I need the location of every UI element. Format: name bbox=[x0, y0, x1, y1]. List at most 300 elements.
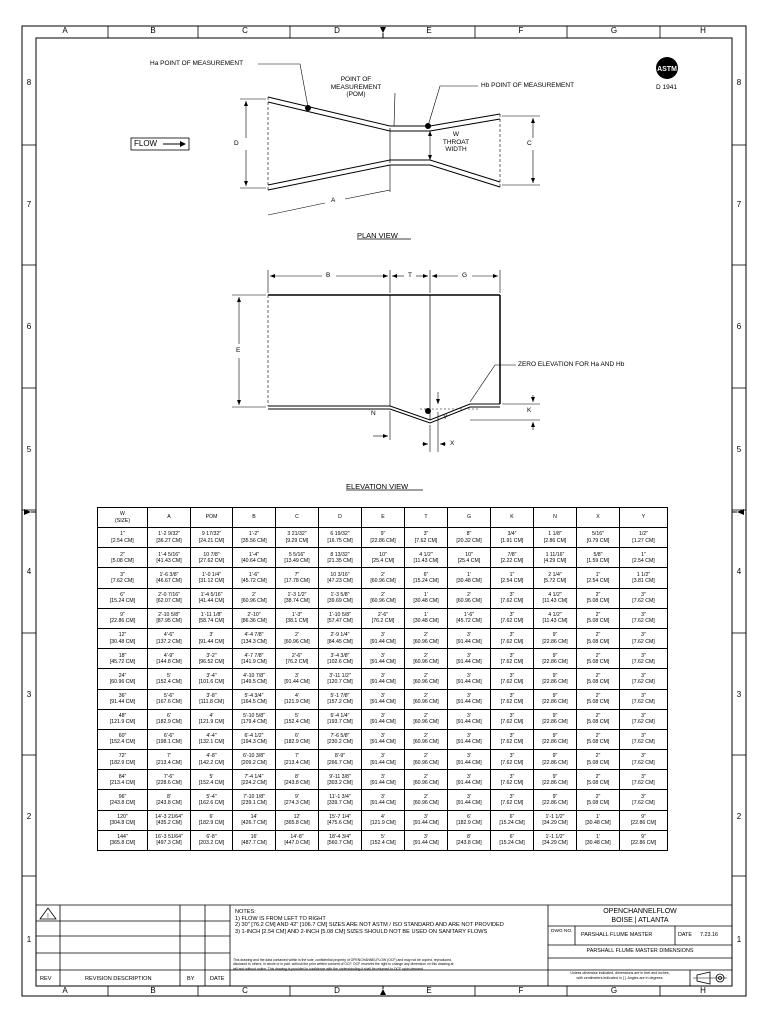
table-cell-text: 3' bbox=[467, 652, 471, 659]
table-cell-text: [1.27 CM] bbox=[632, 537, 655, 544]
throat-label-line-3: WIDTH bbox=[445, 146, 467, 153]
table-header-text: D bbox=[338, 514, 342, 521]
table-header-cell bbox=[276, 508, 319, 528]
table-cell-text: 2'-10 5/8" bbox=[158, 612, 180, 619]
by-column-label: BY bbox=[187, 976, 195, 982]
table-header-text: C bbox=[295, 514, 299, 521]
table-cell-text: [47.23 CM] bbox=[327, 577, 353, 584]
table-header-cell bbox=[233, 508, 276, 528]
table-cell bbox=[233, 770, 276, 790]
table-cell bbox=[448, 770, 491, 790]
table-row bbox=[98, 709, 668, 729]
table-cell-text: [22.86 CM] bbox=[542, 638, 568, 645]
table-cell-text: 4 1/2" bbox=[548, 591, 562, 598]
table-cell-text: [7.62 CM] bbox=[500, 618, 524, 625]
table-header-text: W bbox=[120, 511, 125, 518]
table-cell-text: 3' bbox=[467, 672, 471, 679]
table-cell-text: [239.1 CM] bbox=[241, 800, 267, 807]
notes-block bbox=[235, 909, 545, 935]
table-cell-text: [193.7 CM] bbox=[327, 719, 353, 726]
zone-row-2-right: 2 bbox=[736, 812, 742, 821]
zone-row-3-right: 3 bbox=[736, 690, 742, 699]
table-cell-text: 4'-6" bbox=[163, 632, 175, 639]
table-cell-text: [76.2 CM] bbox=[285, 658, 309, 665]
table-cell bbox=[491, 628, 534, 648]
table-cell bbox=[534, 750, 577, 770]
table-cell-text: [91.44 CM] bbox=[370, 739, 396, 746]
table-cell-text: 8 13/32" bbox=[330, 551, 350, 558]
table-cell-text: 7'-6 5/8" bbox=[330, 733, 350, 740]
zone-col-f-bottom: F bbox=[518, 986, 524, 995]
table-cell-text: 1' bbox=[424, 612, 428, 619]
table-cell-text: 3" bbox=[641, 591, 646, 598]
table-cell-text: [121.9 CM] bbox=[198, 719, 225, 726]
table-cell-text: [11.43 CM] bbox=[542, 618, 568, 625]
table-cell-text: [22.86 CM] bbox=[542, 699, 568, 706]
table-cell-text: [30.48 CM] bbox=[109, 638, 136, 645]
table-cell bbox=[620, 548, 668, 568]
table-cell bbox=[491, 568, 534, 588]
table-cell-text: [7.62 CM] bbox=[632, 699, 655, 706]
table-cell bbox=[620, 709, 668, 729]
table-cell-text: [137.2 CM] bbox=[156, 638, 182, 645]
table-cell bbox=[191, 729, 233, 749]
table-cell-text: [91.44 CM] bbox=[370, 678, 396, 685]
table-row bbox=[98, 669, 668, 689]
table-cell-text: [91.44 CM] bbox=[284, 678, 310, 685]
table-cell bbox=[319, 649, 362, 669]
table-cell bbox=[405, 608, 448, 628]
table-cell bbox=[191, 548, 233, 568]
dim-c-label: C bbox=[527, 140, 532, 147]
table-cell-text: [39.69 CM] bbox=[327, 598, 353, 605]
table-cell-text: 4' bbox=[381, 814, 385, 821]
table-cell-text: [5.08 CM] bbox=[586, 658, 610, 665]
table-cell bbox=[148, 568, 191, 588]
table-cell-text: [7.62 CM] bbox=[632, 739, 655, 746]
table-cell bbox=[362, 709, 405, 729]
table-cell-text: 6 19/32" bbox=[330, 531, 350, 538]
table-cell-text: [447.0 CM] bbox=[284, 840, 310, 847]
table-cell bbox=[98, 709, 148, 729]
table-cell-text: 14' bbox=[250, 814, 258, 821]
table-cell-text: [91.44 CM] bbox=[370, 699, 396, 706]
table-body bbox=[98, 528, 668, 851]
table-cell-text: 2 1/4" bbox=[548, 571, 562, 578]
table-cell-text: [91.44 CM] bbox=[456, 779, 482, 786]
table-cell bbox=[534, 830, 577, 850]
table-cell-text: 2' bbox=[424, 773, 428, 780]
table-cell-text: 9" bbox=[552, 672, 558, 679]
table-cell-text: [7.62 CM] bbox=[414, 537, 438, 544]
table-cell-text: 1 11/16" bbox=[545, 551, 565, 558]
table-cell-text: [34.29 CM] bbox=[542, 820, 568, 827]
table-cell-text: [22.86 CM] bbox=[542, 779, 568, 786]
table-cell bbox=[577, 810, 620, 830]
table-cell-text: [9.29 CM] bbox=[285, 537, 309, 544]
table-cell-text: [142.2 CM] bbox=[198, 759, 225, 766]
table-cell-text: [20.32 CM] bbox=[456, 537, 482, 544]
table-cell bbox=[620, 830, 668, 850]
table-cell bbox=[191, 790, 233, 810]
table-cell bbox=[276, 669, 319, 689]
dim-t-label: T bbox=[408, 272, 412, 279]
table-cell-text: 3' bbox=[209, 632, 214, 639]
table-cell-text: [11.43 CM] bbox=[542, 598, 568, 605]
table-cell-text: 2' bbox=[424, 632, 428, 639]
table-cell-text: [2.54 CM] bbox=[586, 577, 610, 584]
table-cell-text: [91.44 CM] bbox=[370, 800, 396, 807]
table-cell bbox=[319, 810, 362, 830]
table-cell-text: 3' bbox=[467, 632, 471, 639]
table-cell-text: 1" bbox=[595, 571, 601, 578]
table-cell-text: [91.44 CM] bbox=[370, 719, 396, 726]
table-cell-text: [15.24 CM] bbox=[109, 598, 136, 605]
table-cell-text: 2' bbox=[424, 672, 428, 679]
table-cell-text: 7'-4 1/4" bbox=[244, 773, 264, 780]
table-cell-text: [182.9 CM] bbox=[284, 739, 310, 746]
table-cell bbox=[98, 588, 148, 608]
table-cell-text: [25.4 CM] bbox=[371, 557, 395, 564]
table-cell bbox=[362, 689, 405, 709]
table-cell-text: 7'-10 1/8" bbox=[243, 793, 265, 800]
table-cell-text: [230.2 CM] bbox=[327, 739, 353, 746]
table-cell bbox=[534, 568, 577, 588]
table-cell-text: [303.2 CM] bbox=[327, 779, 353, 786]
table-cell-text: [60.96 CM] bbox=[109, 678, 136, 685]
table-cell-text: 3" bbox=[509, 753, 515, 760]
table-cell bbox=[319, 830, 362, 850]
table-cell-text: [35.56 CM] bbox=[241, 537, 267, 544]
table-cell-text: 16'-3 51/64" bbox=[155, 834, 183, 841]
table-cell bbox=[191, 588, 233, 608]
table-cell-text: 6'-10 3/8" bbox=[243, 753, 265, 760]
table-cell bbox=[405, 528, 448, 548]
table-cell bbox=[148, 790, 191, 810]
table-cell-text: 2" bbox=[595, 753, 601, 760]
table-cell bbox=[233, 830, 276, 850]
table-cell-text: 3'-4 3/8" bbox=[330, 652, 350, 659]
table-cell-text: 84" bbox=[118, 773, 127, 780]
table-cell-text: [102.6 CM] bbox=[327, 658, 353, 665]
table-cell-text: [243.8 CM] bbox=[109, 800, 136, 807]
table-cell-text: [365.8 CM] bbox=[109, 840, 136, 847]
table-cell-text: 1'-10 5/8" bbox=[329, 612, 351, 619]
table-row bbox=[98, 770, 668, 790]
table-cell-text: [15.24 CM] bbox=[499, 820, 525, 827]
table-cell bbox=[620, 729, 668, 749]
table-cell-text: [91.44 CM] bbox=[456, 678, 482, 685]
table-cell-text: 2'-9 1/4" bbox=[330, 632, 350, 639]
table-cell-text: 3" bbox=[509, 733, 515, 740]
table-cell bbox=[148, 588, 191, 608]
table-cell-text: [22.86 CM] bbox=[630, 840, 657, 847]
table-cell-text: [5.08 CM] bbox=[586, 759, 610, 766]
table-cell-text: [60.96 CM] bbox=[413, 719, 439, 726]
zone-row-4: 4 bbox=[26, 567, 32, 576]
table-cell bbox=[448, 689, 491, 709]
note-3: 3) 1-INCH [2.54 CM] AND 2-INCH [5.08 CM] SIZES SHOULD NOT BE USED ON SANITARY FLOWS bbox=[235, 928, 488, 935]
table-header-text: POM bbox=[205, 514, 218, 521]
table-header-cell bbox=[148, 508, 191, 528]
table-cell-text: [91.44 CM] bbox=[456, 800, 482, 807]
zone-row-1: 1 bbox=[26, 935, 32, 944]
zone-col-g: G bbox=[610, 26, 618, 35]
table-cell-text: 4'-9" bbox=[163, 652, 175, 659]
table-cell bbox=[620, 608, 668, 628]
table-cell-text: [60.96 CM] bbox=[413, 739, 439, 746]
table-cell-text: 1'-3" bbox=[291, 612, 303, 619]
table-cell bbox=[448, 709, 491, 729]
table-cell-text: [1.59 CM] bbox=[586, 557, 610, 564]
throat-label-line-1: W bbox=[452, 131, 460, 138]
table-cell bbox=[191, 709, 233, 729]
table-cell bbox=[577, 669, 620, 689]
table-cell-text: [7.62 CM] bbox=[500, 658, 524, 665]
table-cell-text: [4.29 CM] bbox=[543, 557, 567, 564]
pom-label-line-3: (POM) bbox=[346, 91, 366, 98]
table-cell-text: [91.44 CM] bbox=[370, 779, 396, 786]
plan-view-title: PLAN VIEW bbox=[357, 231, 398, 240]
table-cell bbox=[491, 548, 534, 568]
dim-b-label: B bbox=[326, 272, 331, 279]
table-cell bbox=[405, 810, 448, 830]
table-cell-text: [182.9 CM] bbox=[156, 719, 182, 726]
table-cell bbox=[620, 790, 668, 810]
table-header-text: E bbox=[381, 514, 385, 521]
table-cell-text: [2.22 CM] bbox=[500, 557, 524, 564]
table-row bbox=[98, 790, 668, 810]
table-header-row bbox=[98, 508, 668, 528]
table-cell-text: [224.2 CM] bbox=[241, 779, 267, 786]
table-cell-text: [21.35 CM] bbox=[327, 557, 353, 564]
table-cell bbox=[577, 608, 620, 628]
table-cell-text: 3" bbox=[641, 713, 646, 720]
table-cell-text: [86.36 CM] bbox=[241, 618, 267, 625]
standard-number: D 1941 bbox=[656, 84, 677, 91]
table-row bbox=[98, 689, 668, 709]
table-cell-text: 14'-3 21/64" bbox=[155, 814, 183, 821]
table-cell-text: [121.9 CM] bbox=[370, 820, 396, 827]
table-cell bbox=[448, 790, 491, 810]
table-cell-text: [30.48 CM] bbox=[585, 820, 611, 827]
table-cell bbox=[148, 750, 191, 770]
table-cell-text: 8' bbox=[467, 834, 471, 841]
zone-row-7-right: 7 bbox=[736, 200, 742, 209]
table-cell-text: 6" bbox=[120, 591, 125, 598]
table-cell-text: [164.5 CM] bbox=[241, 699, 267, 706]
table-cell-text: 5' bbox=[295, 713, 299, 720]
table-cell-text: 8'-9" bbox=[334, 753, 346, 760]
table-cell-text: [15.24 CM] bbox=[413, 577, 439, 584]
table-cell-text: 5 5/16" bbox=[288, 551, 306, 558]
table-cell-text: 14'-8" bbox=[290, 834, 304, 841]
disclaimer-line-1: This drawing and the data contained within is the sole, confidential property of OPENCHANNELFLOW (OCF) and may not be copied, reproduced, bbox=[233, 958, 452, 962]
table-cell-text: 3" bbox=[641, 773, 646, 780]
table-cell-text: 2'-6" bbox=[377, 612, 389, 619]
dim-y-label: Y bbox=[443, 414, 448, 421]
table-cell bbox=[405, 628, 448, 648]
zone-col-c: C bbox=[242, 26, 248, 35]
table-cell bbox=[276, 689, 319, 709]
table-cell-text: 5' bbox=[167, 672, 171, 679]
table-cell bbox=[98, 750, 148, 770]
table-cell bbox=[534, 528, 577, 548]
table-cell-text: [91.44 CM] bbox=[413, 840, 439, 847]
table-cell-text: [60.96 CM] bbox=[413, 779, 439, 786]
table-cell-text: 2" bbox=[595, 793, 601, 800]
table-cell-text: [91.44 CM] bbox=[370, 638, 396, 645]
table-cell bbox=[319, 709, 362, 729]
table-cell-text: [91.44 CM] bbox=[456, 638, 482, 645]
zone-row-6: 6 bbox=[26, 322, 32, 331]
table-cell bbox=[319, 628, 362, 648]
table-cell-text: [243.8 CM] bbox=[156, 800, 182, 807]
elevation-view-title: ELEVATION VIEW bbox=[346, 482, 409, 491]
table-cell-text: 12' bbox=[293, 814, 301, 821]
table-cell-text: [22.86 CM] bbox=[542, 719, 568, 726]
table-cell-text: [121.9 CM] bbox=[284, 699, 310, 706]
table-cell-text: [2.54 CM] bbox=[632, 557, 655, 564]
table-cell bbox=[191, 568, 233, 588]
table-cell-text: [243.8 CM] bbox=[456, 840, 482, 847]
table-cell-text: 2" bbox=[595, 773, 601, 780]
zone-col-h-bottom: H bbox=[700, 986, 706, 995]
table-cell-text: [60.96 CM] bbox=[413, 699, 439, 706]
table-cell bbox=[491, 750, 534, 770]
svg-text:ASTM: ASTM bbox=[657, 66, 677, 73]
table-cell bbox=[534, 649, 577, 669]
table-cell bbox=[362, 810, 405, 830]
table-cell bbox=[362, 790, 405, 810]
table-cell bbox=[191, 528, 233, 548]
table-cell-text: [213.4 CM] bbox=[284, 759, 310, 766]
table-cell-text: 3' bbox=[424, 814, 428, 821]
zone-row-3: 3 bbox=[26, 690, 32, 699]
table-cell-text: [152.4 CM] bbox=[109, 739, 136, 746]
table-cell bbox=[405, 709, 448, 729]
table-cell-text: [1.91 CM] bbox=[500, 537, 524, 544]
table-cell-text: 5/16" bbox=[592, 531, 604, 538]
table-cell-text: [435.2 CM] bbox=[156, 820, 182, 827]
table-cell-text: 1'-4" bbox=[248, 551, 260, 558]
table-cell-text: 3" bbox=[120, 571, 125, 578]
table-cell-text: 3'-4" bbox=[206, 672, 217, 679]
table-cell-text: 3' bbox=[467, 773, 471, 780]
table-cell-text: [266.7 CM] bbox=[327, 759, 353, 766]
table-cell-text: 2" bbox=[120, 551, 125, 558]
table-cell-text: 2' bbox=[381, 571, 385, 578]
table-cell bbox=[405, 588, 448, 608]
table-cell-text: 9" bbox=[120, 612, 125, 619]
table-cell-text: [182.9 CM] bbox=[456, 820, 482, 827]
table-cell bbox=[233, 548, 276, 568]
table-cell-text: 5'-1 7/8" bbox=[330, 692, 350, 699]
table-cell bbox=[319, 548, 362, 568]
table-cell-text: [5.08 CM] bbox=[586, 800, 610, 807]
table-cell-text: 48" bbox=[118, 713, 127, 720]
table-cell bbox=[362, 608, 405, 628]
table-cell-text: [134.3 CM] bbox=[241, 638, 267, 645]
table-cell-text: [101.6 CM] bbox=[198, 678, 225, 685]
table-cell-text: [96.52 CM] bbox=[198, 658, 225, 665]
table-cell bbox=[276, 568, 319, 588]
company-block bbox=[548, 908, 732, 925]
table-cell-text: [30.48 CM] bbox=[456, 577, 482, 584]
table-cell bbox=[98, 568, 148, 588]
table-cell bbox=[534, 790, 577, 810]
table-cell bbox=[362, 830, 405, 850]
table-cell-text: [111.8 CM] bbox=[199, 699, 224, 706]
table-cell-text: [38.74 CM] bbox=[284, 598, 310, 605]
table-cell-text: [149.5 CM] bbox=[241, 678, 267, 685]
table-cell-text: [91.44 CM] bbox=[456, 739, 482, 746]
table-cell-text: 6'-8" bbox=[206, 834, 217, 841]
table-header-text: K bbox=[510, 514, 514, 521]
table-row bbox=[98, 528, 668, 548]
table-row bbox=[98, 628, 668, 648]
table-cell bbox=[233, 750, 276, 770]
rev-column-label: REV bbox=[40, 976, 52, 982]
table-cell bbox=[534, 729, 577, 749]
table-cell-text: [22.86 CM] bbox=[542, 800, 568, 807]
table-cell-text: 3" bbox=[509, 591, 515, 598]
table-cell bbox=[491, 669, 534, 689]
table-cell-text: [30.48 CM] bbox=[413, 618, 439, 625]
table-cell bbox=[233, 669, 276, 689]
table-cell-text: 5' bbox=[381, 834, 385, 841]
table-cell-text: 1'-0 1/4" bbox=[202, 571, 221, 578]
table-cell-text: 9" bbox=[552, 733, 558, 740]
table-header-text: N bbox=[553, 514, 557, 521]
table-cell bbox=[319, 528, 362, 548]
table-cell bbox=[276, 588, 319, 608]
table-cell-text: 3" bbox=[509, 672, 515, 679]
dim-e-label: E bbox=[236, 347, 241, 354]
table-cell-text: [25.4 CM] bbox=[457, 557, 481, 564]
table-cell-text: [45.72 CM] bbox=[109, 658, 136, 665]
table-cell-text: 3' bbox=[381, 652, 385, 659]
table-cell bbox=[233, 568, 276, 588]
hb-pom-label: Hb POINT OF MEASUREMENT bbox=[481, 82, 575, 89]
zone-row-8-right: 8 bbox=[736, 78, 742, 87]
units-note-line-2: with centimeters indicated in [ ]. Angles are in degrees. bbox=[576, 975, 664, 980]
table-cell-text: 4'-8" bbox=[206, 753, 217, 760]
table-cell bbox=[276, 628, 319, 648]
table-cell-text: [22.86 CM] bbox=[542, 739, 568, 746]
table-cell bbox=[405, 649, 448, 669]
table-header-cell bbox=[491, 508, 534, 528]
table-cell-text: 11'-1 3/4" bbox=[329, 793, 351, 800]
table-cell-text: [41.44 CM] bbox=[198, 598, 225, 605]
table-cell-text: 9" bbox=[641, 814, 646, 821]
zone-row-7: 7 bbox=[26, 200, 32, 209]
table-cell-text: 10" bbox=[465, 551, 473, 558]
table-cell-text: 1' bbox=[424, 591, 428, 598]
table-cell-text: 1'-6 3/8" bbox=[159, 571, 179, 578]
table-cell bbox=[319, 608, 362, 628]
table-cell-text: [91.44 CM] bbox=[456, 759, 482, 766]
table-cell-text: 3" bbox=[641, 612, 646, 619]
table-cell-text: [38.1 CM] bbox=[285, 618, 309, 625]
table-cell bbox=[233, 810, 276, 830]
table-cell-text: [36.27 CM] bbox=[156, 537, 182, 544]
table-cell-text: [5.08 CM] bbox=[111, 557, 134, 564]
throat-label-line-2: THROAT bbox=[442, 138, 470, 146]
zone-col-d: D bbox=[334, 26, 340, 35]
table-cell-text: 3' bbox=[467, 713, 471, 720]
table-cell-text: 1'-3 5/8" bbox=[330, 591, 350, 598]
